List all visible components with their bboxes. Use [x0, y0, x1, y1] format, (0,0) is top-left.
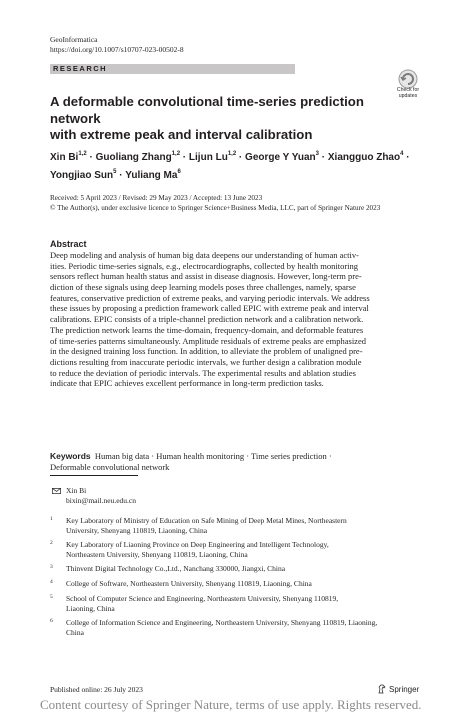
abstract-heading: Abstract — [50, 239, 87, 249]
abstract-line: features, conservative prediction of extreme peaks, and varying periodic intervals. We address — [50, 292, 370, 303]
received-dates: Received: 5 April 2023 / Revised: 29 May 2023 / Accepted: 13 June 2023 — [50, 194, 263, 202]
author-separator: · — [403, 152, 410, 163]
abstract-body — [50, 250, 426, 389]
doi-link[interactable]: https://doi.org/10.1007/s10707-023-00502-8 — [50, 45, 184, 54]
section-label: RESEARCH — [53, 64, 108, 73]
abstract-line: ities. Periodic time-series signals, e.g., electrocardiographs, collected by health monitoring — [50, 260, 359, 271]
author-affiliation-marker: 1,2 — [171, 151, 181, 157]
author-line — [50, 165, 410, 183]
abstract-line: diction of these signals using deep learning models poses three challenges, namely, sparse — [50, 282, 356, 293]
abstract-line: The prediction network learns the time-domain, frequency-domain, and deformable features — [50, 324, 364, 335]
author-list — [50, 147, 410, 183]
affiliation-line: Liaoning, China — [66, 604, 115, 613]
author-line — [50, 147, 410, 165]
keywords-line — [50, 451, 426, 462]
author-separator: · — [318, 152, 328, 163]
author-separator: · — [86, 152, 96, 163]
author-name[interactable]: Xin Bi — [50, 152, 79, 163]
keywords — [50, 451, 426, 472]
footnote-divider — [50, 475, 138, 476]
author-affiliation-marker: 4 — [400, 151, 404, 157]
springer-horse-icon — [378, 684, 386, 694]
copyright-notice: © The Author(s), under exclusive licence to Springer Science+Business Media, LLC, part of Springer Nature 2023 — [50, 204, 381, 212]
publisher-name: Springer — [389, 685, 420, 694]
affiliation-line: Thinvent Digital Technology Co.,Ltd., Nanchang 330000, Jiangxi, China — [66, 564, 286, 573]
affiliation-number: 4 — [50, 579, 53, 585]
badge-line: Check for — [396, 87, 420, 93]
author-affiliation-marker: 6 — [177, 169, 181, 175]
affiliation-line: University, Shenyang 110819, Liaoning, China — [66, 526, 208, 535]
abstract-line: dictions resulting from inaccurate periodic intervals, we further design a calibration module — [50, 356, 362, 367]
abstract-line: in the designed training loss function. In addition, to alleviate the problem of unaligned pre- — [50, 346, 363, 357]
affiliation-number: 3 — [50, 564, 53, 570]
author-name[interactable]: Lijun Lu — [188, 152, 228, 163]
author-affiliation-marker: 3 — [315, 151, 319, 157]
badge-line: updates — [398, 93, 418, 99]
abstract-line: Deep modeling and analysis of human big data deepens our understanding of human activ- — [50, 250, 359, 260]
watermark: Content courtesy of Springer Nature, terms of use apply. Rights reserved. — [40, 697, 422, 712]
abstract-line: of time-series patterns simultaneously. Amplitude residuals of extreme peaks are emphasized — [50, 335, 366, 346]
affiliation-line: School of Computer Science and Engineering, Northeastern University, Shenyang 110819, — [66, 594, 339, 603]
affiliation-line: College of Software, Northeastern University, Shenyang 110819, Liaoning, China — [66, 579, 312, 588]
author-name[interactable]: Yuliang Ma — [125, 170, 178, 181]
author-name[interactable]: Guoliang Zhang — [95, 152, 172, 163]
abstract-line: these issues by proposing a prediction framework called EPIC with extreme peak and interval — [50, 303, 369, 314]
keywords-text: Human big data · Human health monitoring · Time series prediction · — [94, 451, 332, 461]
affiliation-number: 1 — [50, 516, 53, 522]
abstract-line: calibrations. EPIC consists of a triple-channel prediction network and a calibration network. — [50, 314, 364, 325]
published-date: Published online: 26 July 2023 — [50, 685, 143, 694]
title-line: A deformable convolutional time-series prediction network — [50, 94, 364, 126]
article-title — [50, 94, 380, 144]
author-separator: · — [180, 152, 189, 163]
affiliation-line: Northeastern University, Shenyang 110819, Liaoning, China — [66, 550, 248, 559]
keywords-text: Deformable convolutional network — [50, 461, 170, 472]
affiliation-number: 5 — [50, 594, 53, 600]
affiliation-line: Key Laboratory of Liaoning Province on Deep Engineering and Intelligent Technology, — [66, 540, 329, 549]
affiliation-line: China — [66, 628, 84, 637]
author-affiliation-marker: 1,2 — [227, 151, 237, 157]
journal-name: GeoInformatica — [50, 35, 98, 44]
affiliation-number: 6 — [50, 618, 53, 624]
author-separator: · — [236, 152, 246, 163]
keywords-label: Keywords — [50, 451, 91, 461]
envelope-icon — [52, 488, 61, 494]
author-name[interactable]: Xiangguo Zhao — [327, 152, 401, 163]
corresponding-author-email[interactable]: bixin@mail.neu.edu.cn — [66, 496, 137, 505]
affiliation-line: College of Information Science and Engineering, Northeastern University, Shenyang 110819, Liaoning, — [66, 618, 378, 627]
author-name[interactable]: Yongjiao Sun — [50, 170, 114, 181]
title-line: with extreme peak and interval calibration — [50, 127, 313, 142]
author-separator: · — [116, 170, 126, 181]
abstract-line: indicate that EPIC achieves excellent performance in long-term prediction tasks. — [50, 378, 324, 389]
author-affiliation-marker: 5 — [113, 169, 117, 175]
author-name[interactable]: George Y Yuan — [245, 152, 316, 163]
author-affiliation-marker: 1,2 — [78, 151, 87, 157]
abstract-line: sensors reflect human health status and assist in disease diagnosis. However, long-term pre- — [50, 271, 362, 282]
affiliation-line: Key Laboratory of Ministry of Education on Safe Mining of Deep Metal Mines, Northeastern — [66, 516, 347, 525]
abstract-line: to reduce the deviation of periodic intervals. The experimental results and ablation studies — [50, 367, 356, 378]
check-for-updates-label[interactable] — [384, 87, 432, 99]
affiliation-number: 2 — [50, 540, 53, 546]
corresponding-author-name: Xin Bi — [66, 486, 87, 495]
